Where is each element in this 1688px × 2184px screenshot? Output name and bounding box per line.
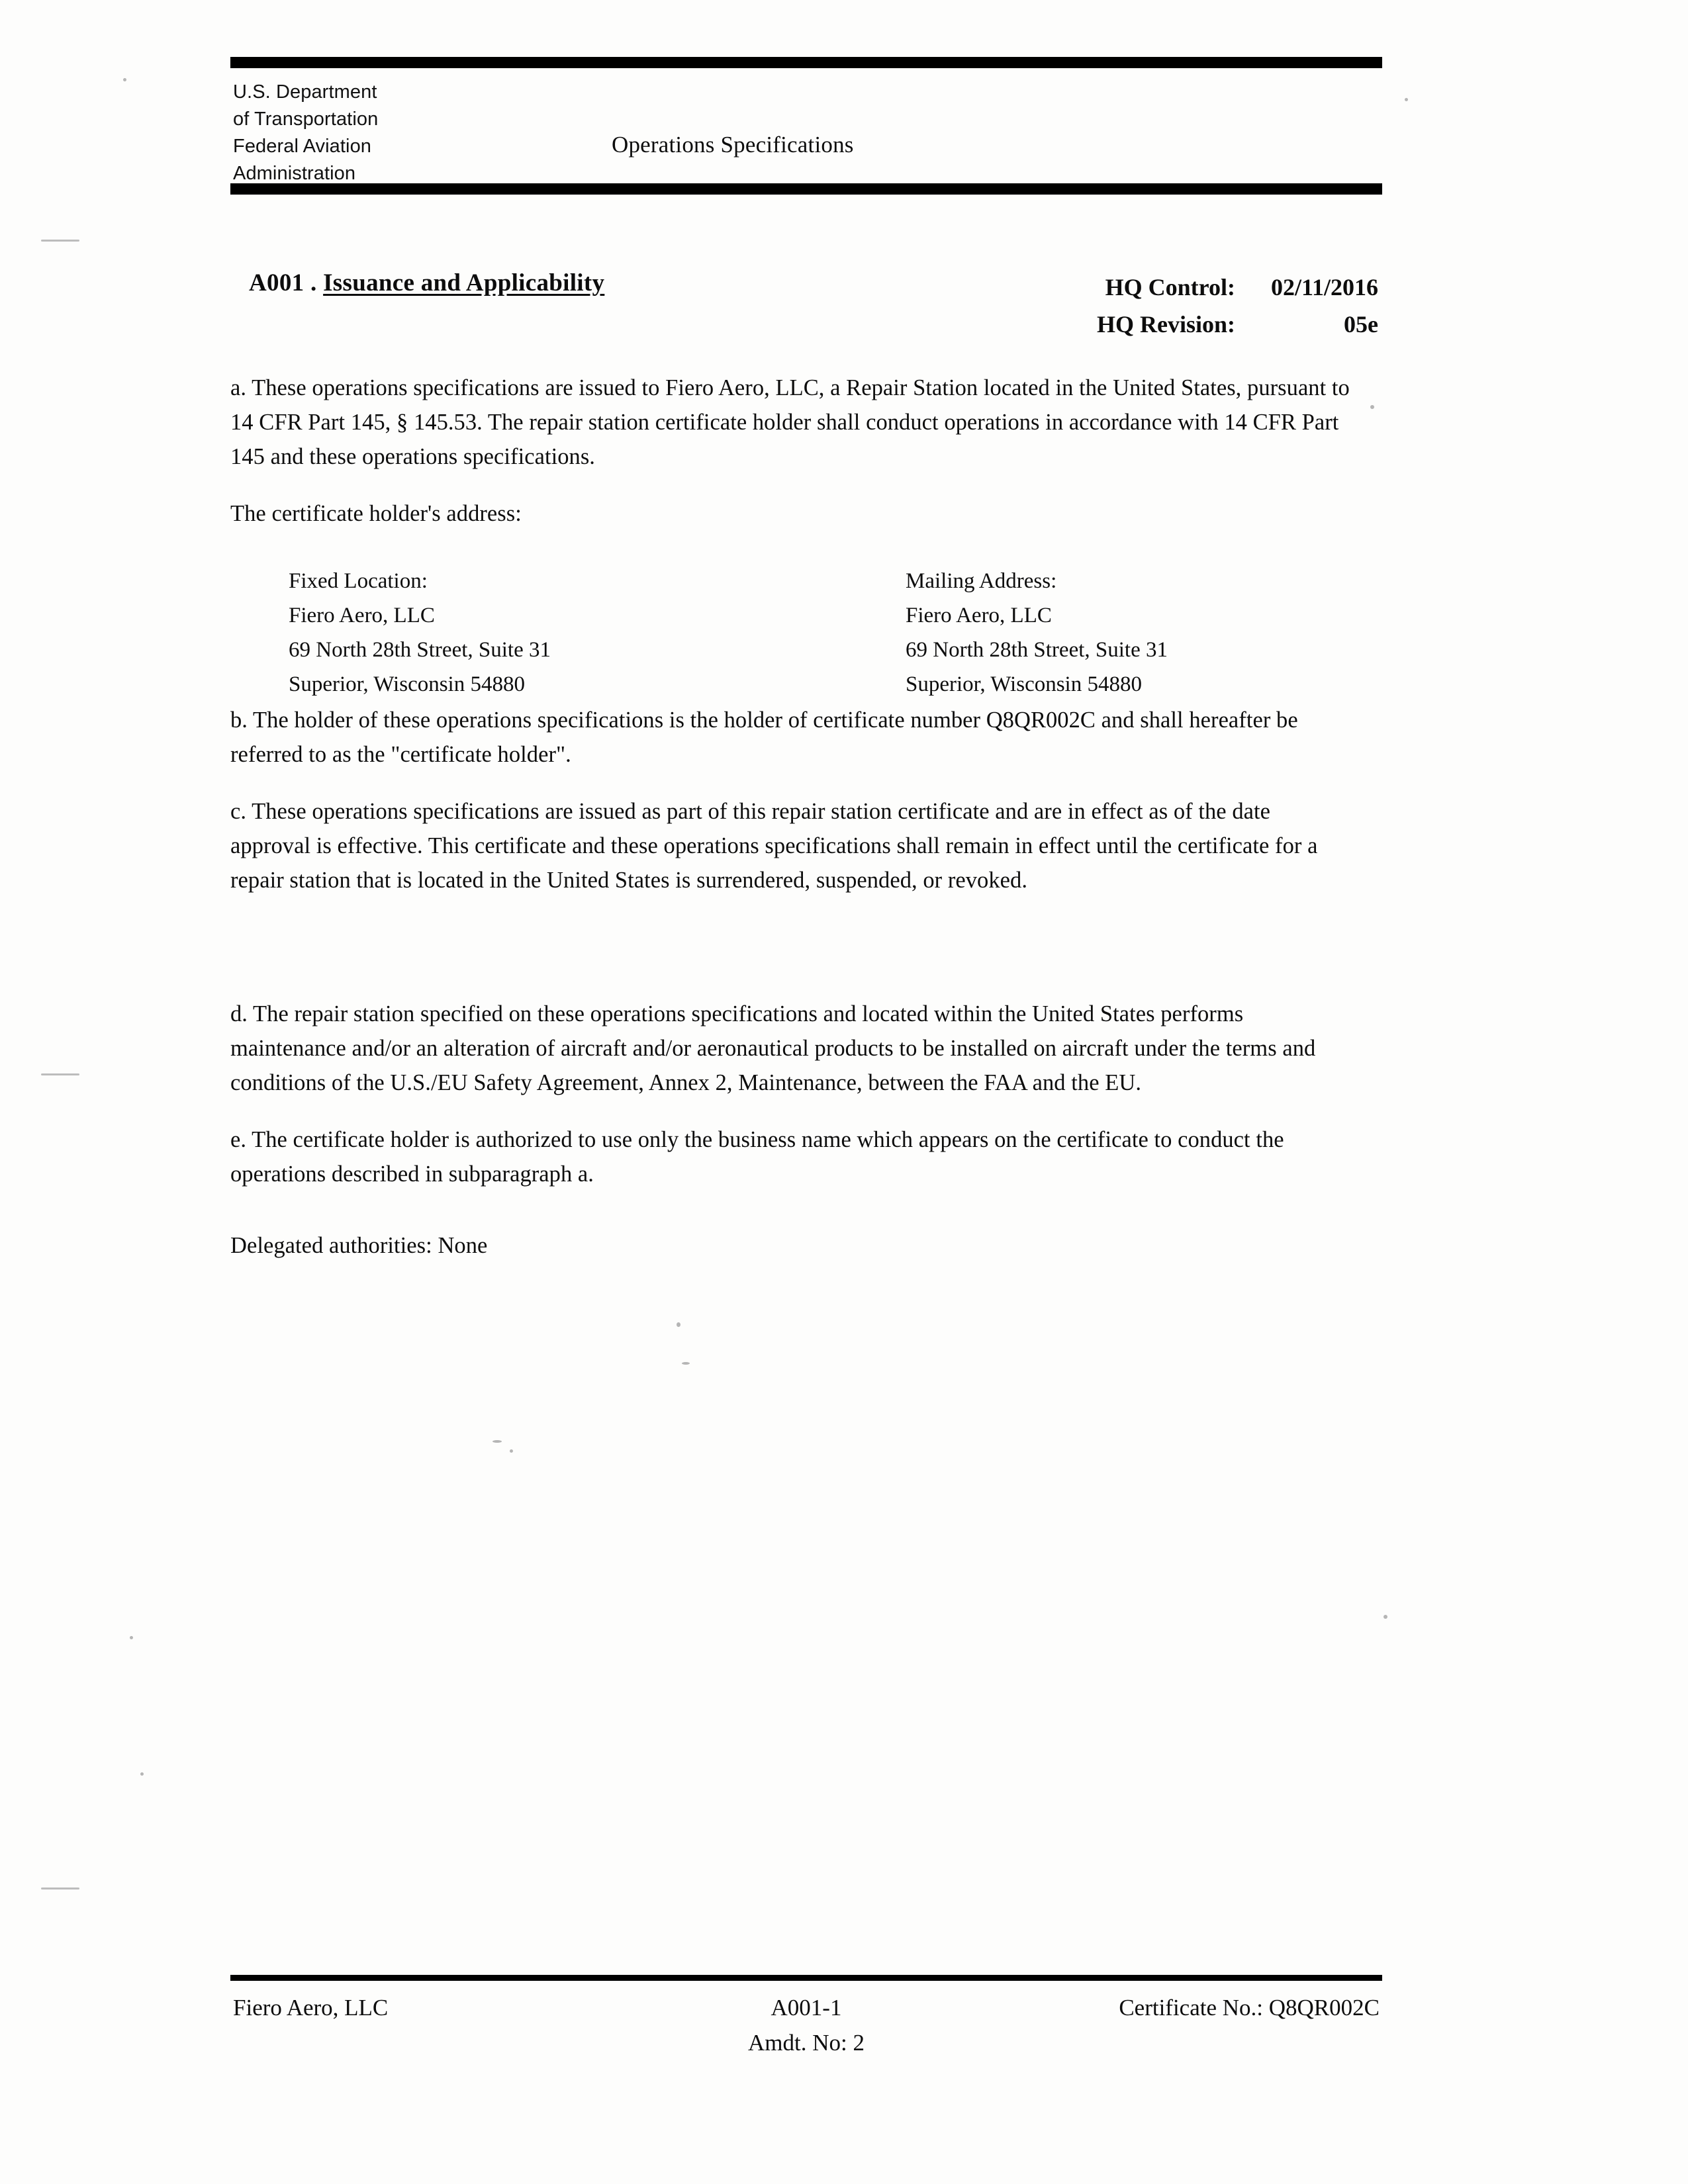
scan-speck	[140, 1772, 144, 1776]
scan-artifact	[41, 240, 79, 242]
header-top-rule	[230, 57, 1382, 68]
spacer	[230, 1191, 1382, 1228]
footer-row	[230, 1990, 1382, 2063]
hq-control-label: HQ Control:	[1105, 274, 1235, 300]
mailing-address-line-3: Superior, Wisconsin 54880	[906, 672, 1142, 696]
footer-amendment-number: Amdt. No: 2	[748, 2030, 865, 2056]
spacer	[230, 1100, 1382, 1122]
spacer	[230, 772, 1382, 794]
hq-revision-label: HQ Revision:	[1096, 311, 1235, 338]
agency-line-2: of Transportation	[233, 109, 379, 130]
footer-rule	[230, 1975, 1382, 1981]
section-heading-row	[230, 269, 1382, 341]
hq-revision-row	[1097, 306, 1378, 343]
fixed-location-line-1: Fiero Aero, LLC	[289, 604, 435, 627]
masthead	[230, 75, 1382, 184]
section-title	[249, 269, 604, 297]
footer-certificate-number: Certificate No.: Q8QR002C	[1119, 1995, 1380, 2021]
hq-info-block	[1097, 269, 1378, 343]
agency-name	[233, 79, 378, 187]
address-intro: The certificate holder's address:	[230, 501, 522, 526]
mailing-address-heading: Mailing Address:	[906, 569, 1057, 593]
fixed-location-line-2: 69 North 28th Street, Suite 31	[289, 638, 551, 662]
agency-line-1: U.S. Department	[233, 81, 377, 103]
document-kind-title: Operations Specifications	[612, 132, 854, 158]
delegated-authorities: Delegated authorities: None	[230, 1233, 488, 1258]
hq-revision-value: 05e	[1344, 311, 1378, 338]
paragraph-b: b. The holder of these operations specifications is the holder of certificate number Q8QR002C and shall hereafter be referred to as the "certificate holder".	[230, 707, 1298, 767]
scan-speck	[1383, 1615, 1387, 1619]
hq-control-value: 02/11/2016	[1270, 274, 1378, 300]
scan-speck	[1405, 98, 1408, 101]
address-block	[230, 564, 1382, 703]
spacer-large	[230, 897, 1382, 997]
section-title-text: Issuance and Applicability	[323, 269, 605, 296]
paragraph-d: d. The repair station specified on these operations specifications and located within the United States performs maintenance and/or an alteration of aircraft and/or aeronautical products to be installed on aircraft under the terms and conditions of the U.S./EU Safety Agreement, Annex 2, Maintenance, between the FAA and the EU.	[230, 1001, 1316, 1095]
scan-artifact	[41, 1073, 79, 1075]
mailing-address-line-1: Fiero Aero, LLC	[906, 604, 1052, 627]
footer-page-number: A001-1	[771, 1995, 842, 2021]
fixed-location-line-3: Superior, Wisconsin 54880	[289, 672, 525, 696]
fixed-location-column	[289, 564, 551, 702]
scan-speck	[123, 78, 126, 81]
paragraph-a: a. These operations specifications are issued to Fiero Aero, LLC, a Repair Station located in the United States, pursuant to 14 CFR Part 145, § 145.53. The repair station certificate holder shall conduct operations in accordance with 14 CFR Part 145 and these operations specifications.	[230, 375, 1350, 469]
header-bottom-rule	[230, 183, 1382, 195]
mailing-address-line-2: 69 North 28th Street, Suite 31	[906, 638, 1168, 662]
fixed-location-heading: Fixed Location:	[289, 569, 428, 593]
scan-speck	[130, 1636, 133, 1639]
mailing-address-column	[906, 564, 1168, 702]
footer-company-name: Fiero Aero, LLC	[233, 1995, 389, 2021]
document-body	[230, 371, 1382, 1263]
hq-control-row	[1097, 269, 1378, 306]
agency-line-4: Administration	[233, 163, 356, 184]
agency-line-3: Federal Aviation	[233, 136, 372, 157]
spacer	[230, 474, 1382, 496]
paragraph-c: c. These operations specifications are issued as part of this repair station certificate and are in effect as of the date approval is effective. This certificate and these operations specifications shall remain in effect until the certificate for a repair station that is located in the United States is surrendered, suspended, or revoked.	[230, 799, 1318, 893]
paragraph-e: e. The certificate holder is authorized to use only the business name which appears on the certificate to conduct the operations described in subparagraph a.	[230, 1127, 1284, 1187]
page-footer	[230, 1975, 1382, 2063]
content-frame	[230, 0, 1382, 2184]
section-number: A001 .	[249, 269, 317, 296]
scan-artifact	[41, 1888, 79, 1889]
